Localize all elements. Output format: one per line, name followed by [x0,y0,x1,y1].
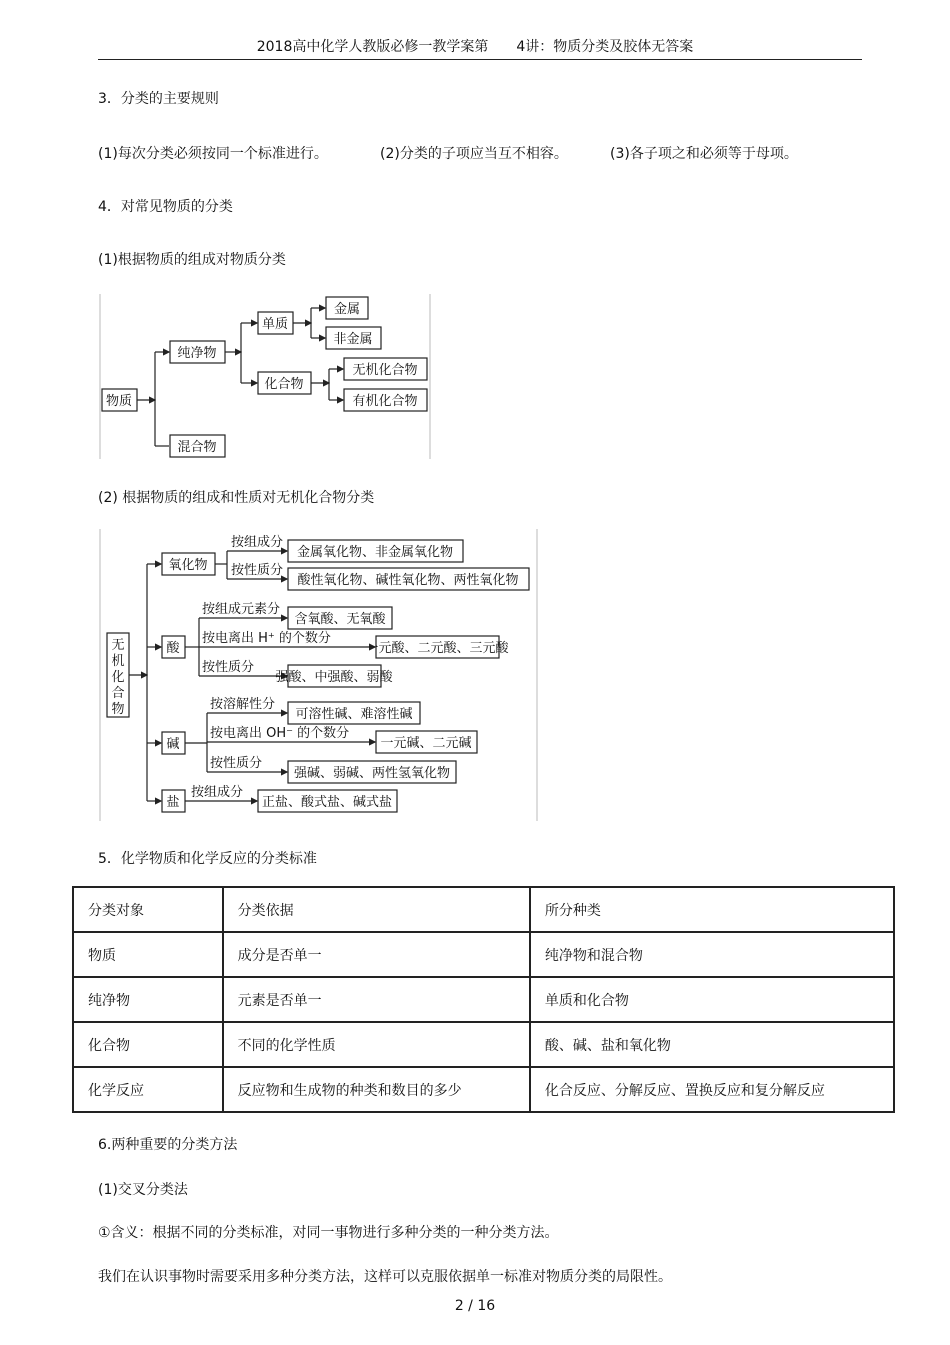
node-base-solubility-result: 可溶性碱、难溶性碱 [295,707,413,722]
section-4-sub-1: (1)根据物质的组成对物质分类 [98,252,286,268]
node-nonmetal: 非金属 [333,332,373,347]
label-oxide-by-property: 按性质分 [231,563,284,578]
table-cell: 化合物 [73,1022,223,1067]
label-base-by-solubility: 按溶解性分 [210,697,276,712]
section-3-title: 3．分类的主要规则 [98,91,219,107]
rule-3: (3)各子项之和必须等于母项。 [610,146,798,162]
classification-standards-table [72,886,895,1113]
table-cell: 化学反应 [73,1067,223,1112]
node-root-char-4: 合 [111,686,125,701]
label-acid-by-ion: 按电离出 H⁺ 的个数分 [202,631,331,646]
node-inorganic-compound: 无机化合物 [352,363,418,378]
node-compound: 化合物 [264,377,304,392]
node-salt: 盐 [166,795,180,810]
node-organic-compound: 有机化合物 [352,394,418,409]
node-base: 碱 [166,737,180,752]
label-salt-by-composition: 按组成分 [191,785,244,800]
table-row [73,977,894,1022]
rule-1: (1)每次分类必须按同一个标准进行。 [98,146,328,162]
section-5-title: 5．化学物质和化学反应的分类标准 [98,851,317,867]
table-cell: 成分是否单一 [223,932,530,977]
table-cell: 物质 [73,932,223,977]
node-pure-substance: 纯净物 [177,346,217,361]
node-base-ion-result: 一元碱、二元碱 [380,736,472,751]
rule-2: (2)分类的子项应当互不相容。 [380,146,568,162]
label-acid-by-element: 按组成元素分 [202,602,281,617]
table-cell: 纯净物和混合物 [530,932,894,977]
table-cell: 反应物和生成物的种类和数目的多少 [223,1067,530,1112]
node-acid-ion-result: 一元酸、二元酸、三元酸 [365,641,509,656]
section-6-title: 6.两种重要的分类方法 [98,1137,238,1153]
table-row [73,932,894,977]
label-base-by-property: 按性质分 [210,756,263,771]
section-4-sub-2: (2) 根据物质的组成和性质对无机化合物分类 [98,490,375,506]
node-oxide-composition-result: 金属氧化物、非金属氧化物 [296,545,454,560]
node-metal: 金属 [333,302,361,317]
table-header-cell: 所分种类 [530,887,894,932]
table-cell: 单质和化合物 [530,977,894,1022]
section-4-title: 4．对常见物质的分类 [98,199,233,215]
node-oxide: 氧化物 [168,558,208,573]
node-salt-composition-result: 正盐、酸式盐、碱式盐 [261,795,393,810]
table-cell: 元素是否单一 [223,977,530,1022]
inorganic-compound-diagram [99,529,539,821]
header-rule [98,59,862,60]
table-header-row [73,887,894,932]
table-row [73,1067,894,1112]
node-acid-element-result: 含氧酸、无氧酸 [294,612,386,627]
label-acid-by-property: 按性质分 [202,660,255,675]
node-root-char-5: 物 [111,702,125,717]
table-cell: 酸、碱、盐和氧化物 [530,1022,894,1067]
node-substance: 物质 [105,394,133,409]
node-acid-property-result: 强酸、中强酸、弱酸 [275,670,393,685]
table-header-cell: 分类对象 [73,887,223,932]
node-base-property-result: 强碱、弱碱、两性氢氧化物 [293,766,451,781]
section-6-sub-1: (1)交叉分类法 [98,1182,188,1198]
node-root-char-2: 机 [111,654,125,669]
page-number: 2 / 16 [454,1298,496,1314]
node-element: 单质 [261,317,289,332]
table-header-cell: 分类依据 [223,887,530,932]
cross-classification-meaning: ①含义：根据不同的分类标准，对同一事物进行多种分类的一种分类方法。 [98,1225,559,1241]
page-header: 2018高中化学人教版必修一教学案第 4讲：物质分类及胶体无答案 [256,39,694,55]
table-cell: 不同的化学性质 [223,1022,530,1067]
substance-classification-diagram [99,294,432,459]
table-cell: 化合反应、分解反应、置换反应和复分解反应 [530,1067,894,1112]
node-oxide-property-result: 酸性氧化物、碱性氧化物、两性氧化物 [297,573,519,588]
node-root-char-1: 无 [111,638,125,653]
label-base-by-ion: 按电离出 OH⁻ 的个数分 [210,726,350,741]
cross-classification-note: 我们在认识事物时需要采用多种分类方法，这样可以克服依据单一标准对物质分类的局限性。 [98,1269,672,1285]
node-mixture: 混合物 [177,440,217,455]
node-root-char-3: 化 [111,670,125,685]
table-row [73,1022,894,1067]
label-oxide-by-composition: 按组成分 [231,535,284,550]
node-acid: 酸 [166,641,180,656]
table-cell: 纯净物 [73,977,223,1022]
